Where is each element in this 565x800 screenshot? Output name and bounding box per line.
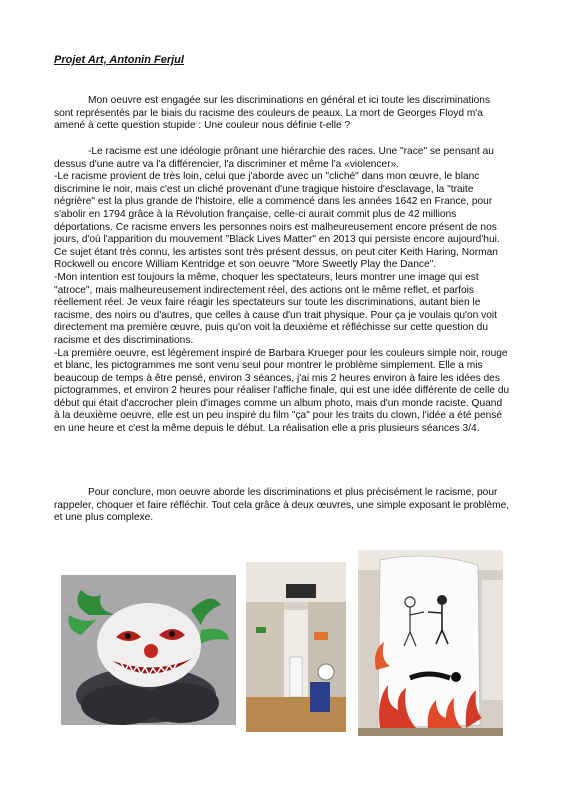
conclusion-paragraph: Pour conclure, mon oeuvre aborde les discriminations et plus précisément le racisme, pour rappeler, choquer et faire réfléchir. Tout cela grâce à deux œuvres, une simple exposant le problème, et une plus complexe.: [54, 487, 510, 524]
intro-paragraph: Mon oeuvre est engagée sur les discriminations en général et ici toute les discriminations sont représentés par le biais du racisme des couleurs de peaux. La mort de Georges Floyd m'a amené à cette question stupide : Une couleur nous définie t-elle ?: [54, 95, 491, 132]
pictogram-poster-photo: [358, 550, 503, 736]
document-title: Projet Art, Antonin Ferjul: [54, 54, 184, 66]
hallway-photo: [246, 562, 346, 732]
body-paragraph: -Le racisme est une idéologie prônant une hiérarchie des races. Une "race" se pensant au dessus d'une autre va l'a différencier, l'a discriminer et même l'a «violencer». -Le racisme provient de très loin, celui que j'aborde avec un "cliché" dans mon œuvre, le blanc discrimine le noir, mais c'est un cliché provenant d'une tragique histoire d'esclavage, la "traite négrière" est la plus grande de l'histoire, elle a commencé dans les années 1642 en France, pour s'abolir en 1794 grâce à la Révolution française, celle-ci aurait commit plus de 42 millions déportations. Ce racisme envers les personnes noirs est malheureusement encore présent de nos jours, d'où l'apparition du mouvement "Black Lives Matter" en 2013 qui persiste encore aujourd'hui. Ce sujet étant très connu, les artistes sont très présent dessus, on peut citer Keith Haring, Norman Rockwell ou encore William Kentridge et son oeuvre "More Sweetly Play the Dance". -Mon intention est toujours la même, choquer les spectateurs, leurs montrer une image qui est "atroce", mais malheureusement indirectement réel, des actions ont le même reflet, et parfois réellement réel. Je veux faire réagir les spectateurs sur toute les discriminations, autant bien le racisme, des noirs ou d'autres, que celles à cause d'un trait physique. Pour ça je voulais qu'on voit directement ma première œuvre, puis qu'on voit la deuxième et réfléchisse sur cette question du racisme et des discriminations. -La première oeuvre, est légèrement inspiré de Barbara Krueger pour les couleurs simple noir, rouge et blanc, les pictogrammes me sont venu seul pour montrer le problème simplement. Elle a mis beaucoup de temps à être pensé, environ 3 séances, j'ai mis 2 heures environ à faire les idées des pictogrammes, et environ 2 heures pour réaliser l'affiche finale, qui est une idée différente de celle du début qui était d'accrocher plein d'images comme un album photo, mais d'un monde raciste. Quand à la deuxième oeuvre, elle est un peu inspiré du film "ça" pour les traits du clown, l'idée a été pensé en une heure et c'est la même depuis le début. La réalisation elle a pris plusieurs séances 3/4.: [54, 146, 510, 435]
clown-mural-photo: [61, 575, 236, 725]
